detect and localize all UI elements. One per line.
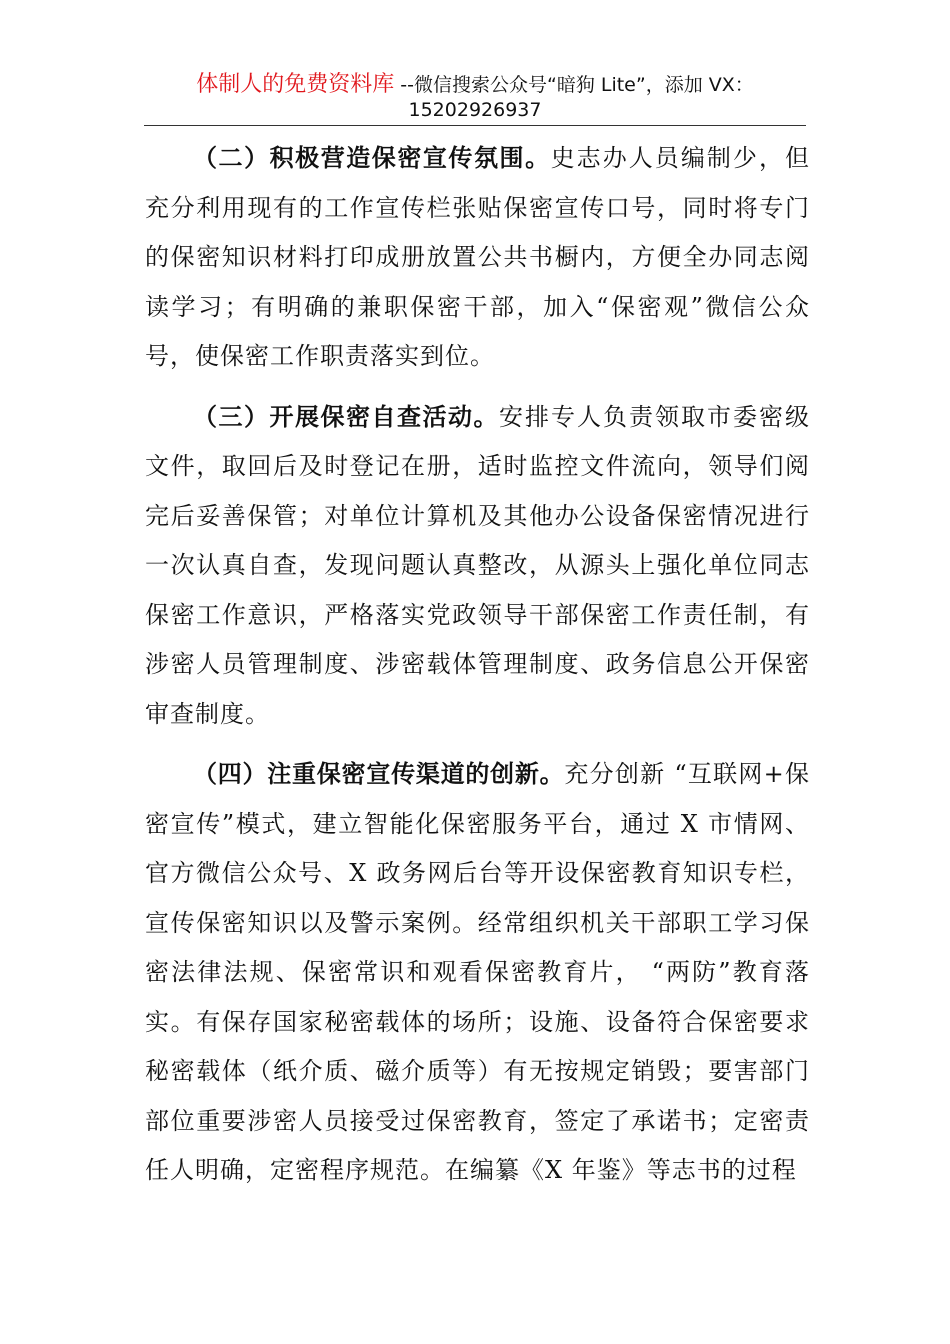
section-2-heading: （二）积极营造保密宣传氛围。	[193, 144, 551, 172]
section-3-body: 安排专人负责领取市委密级文件，取回后及时登记在册，适时监控文件流向，领导们阅完后妥善保管；对单位计算机及其他办公设备保密情况进行一次认真自查，发现问题认真整改，从源头上强化单位同志保密工作意识，严格落实党政领导干部保密工作责任制，有涉密人员管理制度、涉密载体管理制度、政务信息公开保密审查制度。	[145, 402, 810, 728]
header-divider	[144, 125, 806, 126]
section-4-paragraph	[145, 750, 810, 1196]
section-4-body: 充分创新 “互联网+保密宣传”模式，建立智能化保密服务平台，通过 X 市情网、官方微信公众号、X 政务网后台等开设保密教育知识专栏，宣传保密知识以及警示案例。经常组织机关干部职工学习保密法律法规、保密常识和观看保密教育片， “两防”教育落实。有保存国家秘密载体的场所；设施、设备符合保密要求秘密载体（纸介质、磁介质等）有无按规定销毁；要害部门部位重要涉密人员接受过保密教育，签定了承诺书；定密责任人明确，定密程序规范。在编纂《X 年鉴》等志书的过程	[145, 760, 810, 1184]
section-3-heading: （三）开展保密自查活动。	[193, 402, 499, 431]
section-2-paragraph	[145, 134, 810, 382]
page-header	[0, 72, 950, 123]
header-brand: 体制人的免费资料库	[196, 72, 395, 97]
section-4-heading: （四）注重保密宣传渠道的创新。	[193, 760, 565, 788]
header-line-1	[0, 72, 950, 98]
document-body	[145, 134, 810, 1207]
header-phone: 15202926937	[408, 99, 542, 121]
section-2-body: 史志办人员编制少，但充分利用现有的工作宣传栏张贴保密宣传口号，同时将专门的保密知识材料打印成册放置公共书橱内，方便全办同志阅读学习；有明确的兼职保密干部，加入“保密观”微信公众号，使保密工作职责落实到位。	[145, 144, 810, 370]
header-contact: --微信搜索公众号“暗狗 Lite”，添加 VX：	[394, 74, 754, 96]
section-3-paragraph	[145, 393, 810, 740]
